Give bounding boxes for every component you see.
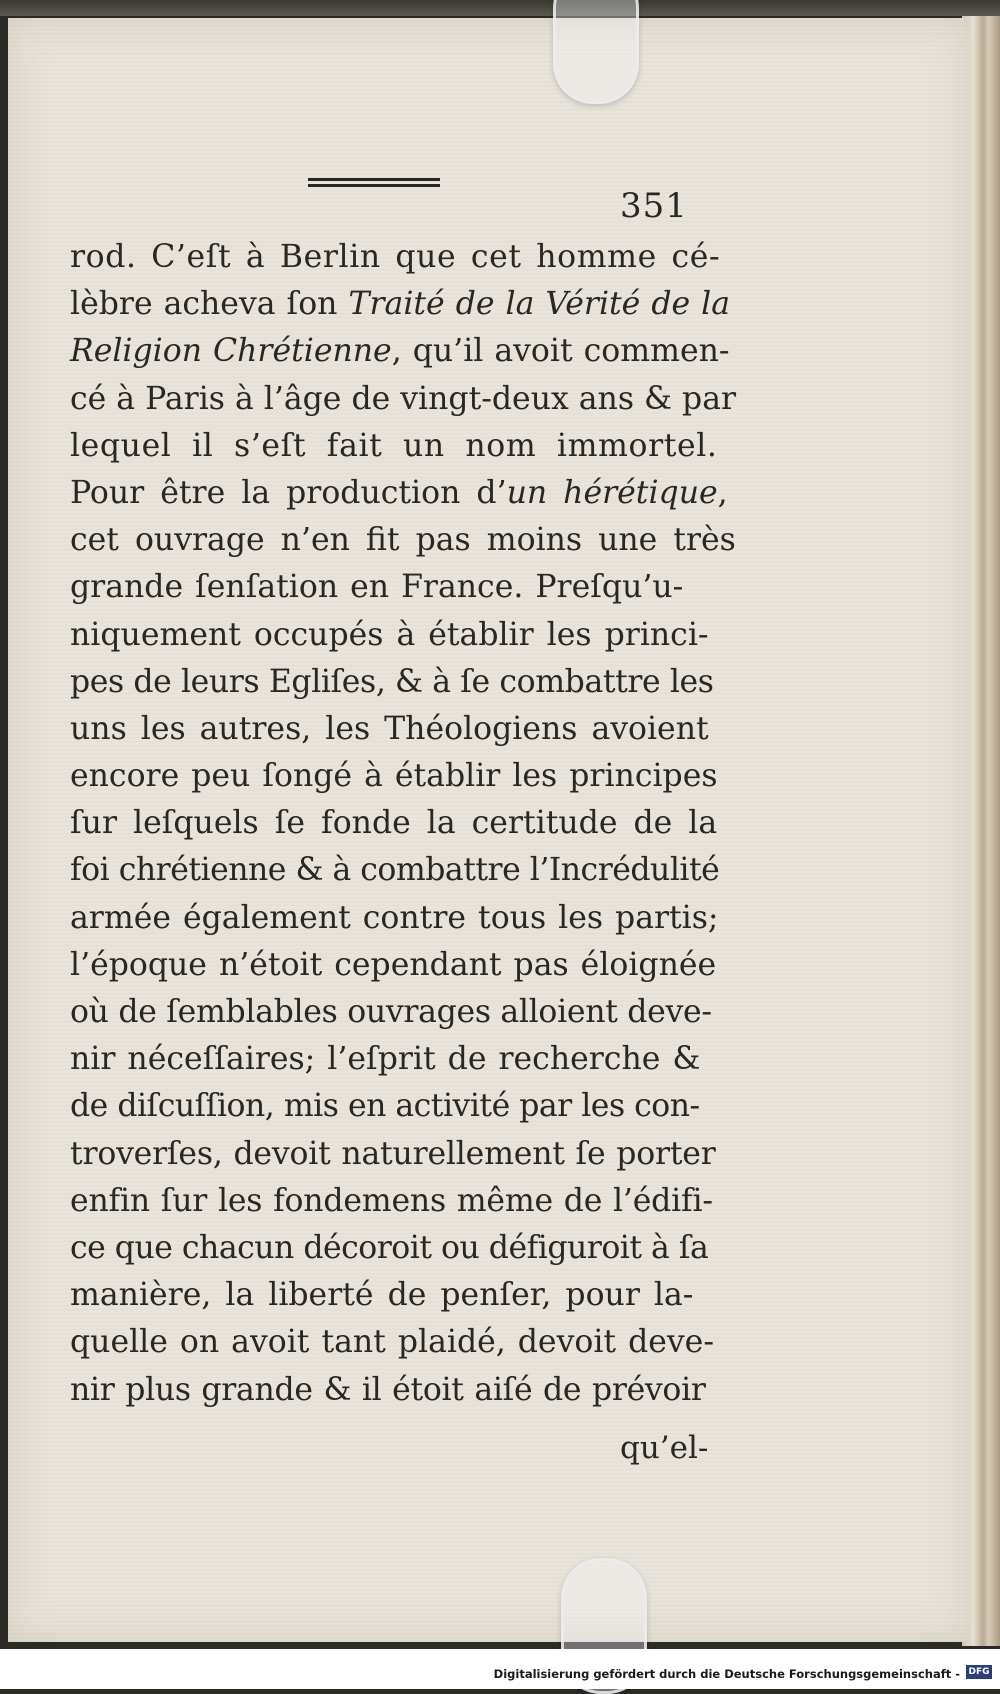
text-line: manière, la liberté de penſer, pour la- bbox=[70, 1277, 694, 1314]
text-line: grande ſenſation en France. Preſqu’u- bbox=[70, 569, 684, 606]
text-line: troverſes, devoit naturellement ſe porter bbox=[70, 1135, 716, 1172]
text-line: lequel il s’eſt fait un nom immortel. bbox=[70, 427, 718, 464]
text-line: foi chrétienne & à combattre l’Incrédulité bbox=[70, 852, 720, 889]
text-line: où de ſemblables ouvrages alloient deve- bbox=[70, 994, 712, 1030]
text-line: enfin ſur les fondemens même de l’édifi- bbox=[70, 1182, 713, 1219]
dfg-logo: DFG bbox=[966, 1665, 992, 1679]
text-line: cé à Paris à l’âge de vingt-deux ans & par bbox=[70, 380, 737, 417]
text-line: Religion Chrétienne, qu’il avoit commen- bbox=[70, 333, 730, 370]
funding-credit: Digitalisierung gefördert durch die Deutsche Forschungsgemeinschaft - bbox=[493, 1667, 960, 1681]
text-line: armée également contre tous les partis; bbox=[70, 899, 719, 936]
text-line: ſur leſquels ſe fonde la certitude de la bbox=[70, 805, 718, 842]
text-line: nir plus grande & il étoit aiſé de prévoir bbox=[70, 1371, 706, 1408]
text-line: lèbre acheva ſon Traité de la Vérité de la bbox=[70, 286, 731, 323]
scan-background bbox=[0, 0, 1000, 16]
text-line: quelle on avoit tant plaidé, devoit deve- bbox=[70, 1324, 714, 1361]
text-line: encore peu ſongé à établir les principes bbox=[70, 758, 718, 795]
text-line: cet ouvrage n’en fit pas moins une très bbox=[70, 522, 736, 559]
text-line: uns les autres, les Théologiens avoient bbox=[70, 710, 709, 747]
catchword: qu’el- bbox=[620, 1430, 709, 1466]
book-page bbox=[8, 18, 970, 1642]
header-rule bbox=[308, 178, 440, 187]
text-line: ce que chacun décoroit ou défiguroit à ſa bbox=[70, 1229, 709, 1266]
page-number: 351 bbox=[620, 186, 688, 226]
text-line: de diſcuſſion, mis en activité par les con- bbox=[70, 1088, 700, 1125]
body-text bbox=[70, 234, 737, 1414]
text-line: nir néceſſaires; l’eſprit de recherche & bbox=[70, 1041, 701, 1078]
text-line: pes de leurs Egliſes, & à ſe combattre les bbox=[70, 663, 714, 700]
footer-bar bbox=[0, 1649, 1000, 1689]
text-line: niquement occupés à établir les princi- bbox=[70, 616, 709, 653]
page-clip-top bbox=[553, 0, 639, 104]
text-line: Pour être la production d’un hérétique, bbox=[70, 474, 728, 511]
text-line: rod. C’eſt à Berlin que cet homme cé- bbox=[70, 239, 721, 275]
text-line: l’époque n’étoit cependant pas éloignée bbox=[70, 946, 717, 983]
